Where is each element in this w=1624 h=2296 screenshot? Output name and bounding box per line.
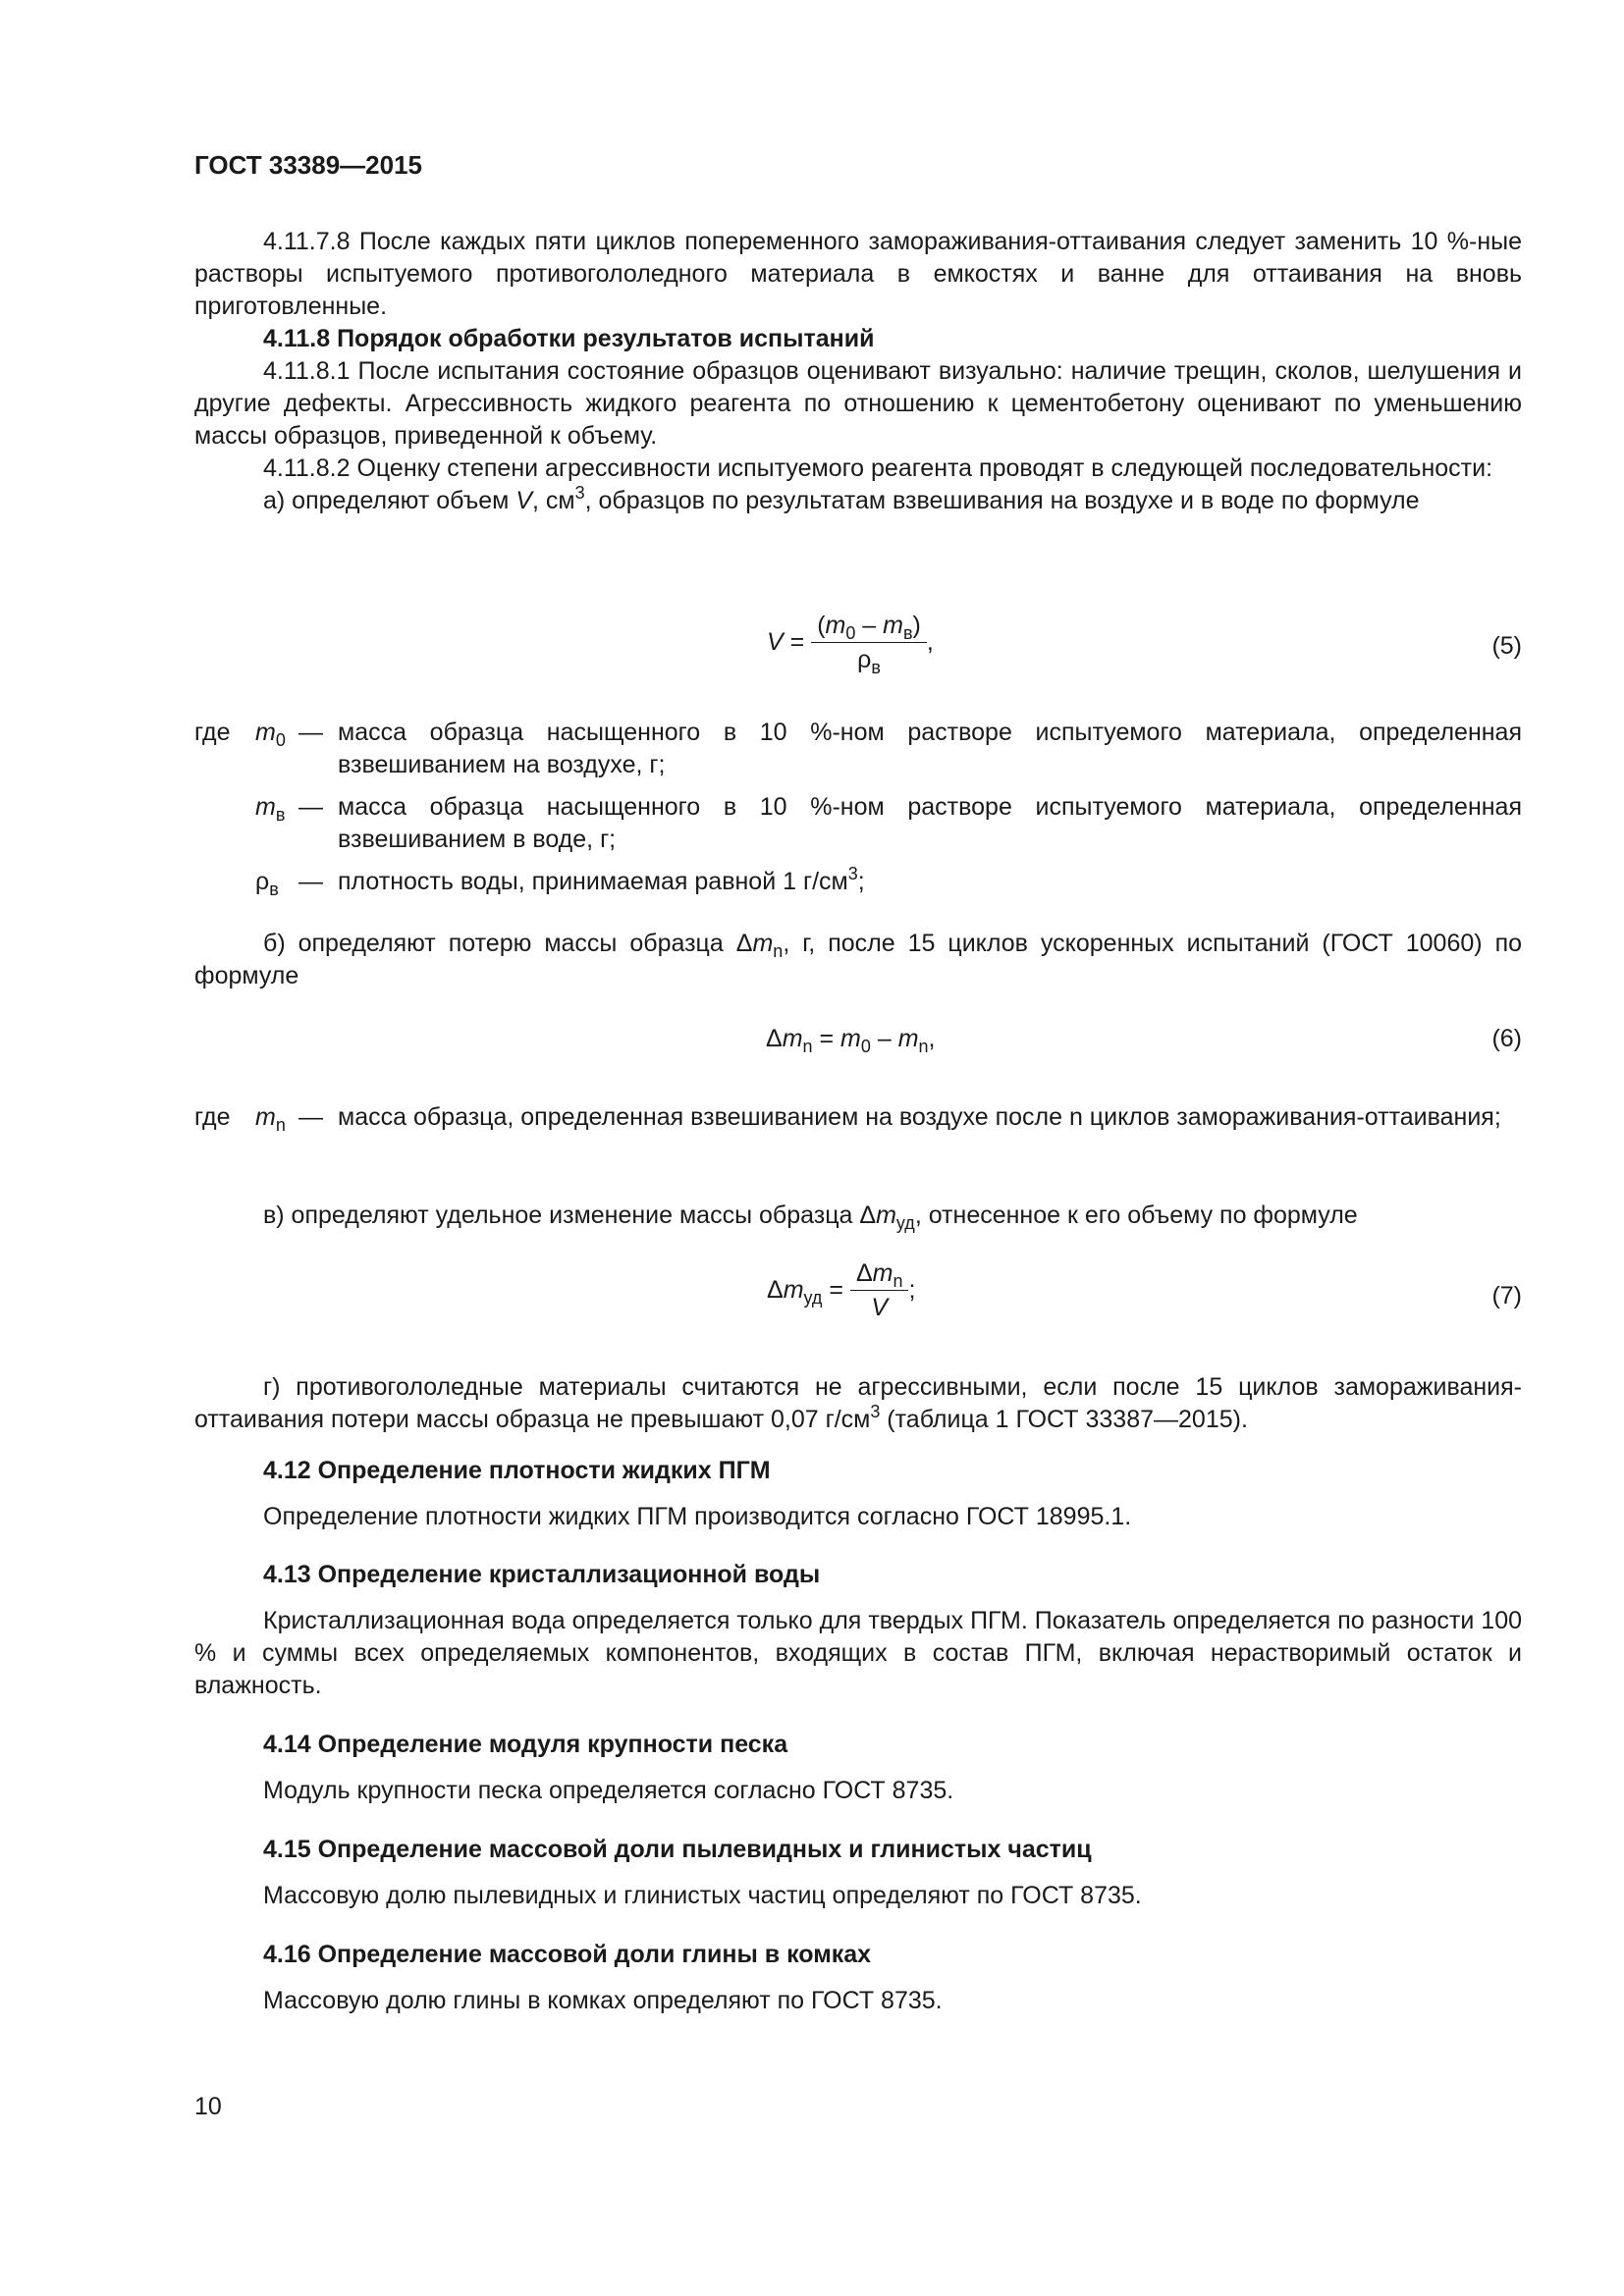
where-block-6: [194, 1101, 1522, 1144]
formula-7-number: (7): [1491, 1282, 1522, 1309]
heading-4-13: 4.13 Определение кристаллизационной воды: [263, 1561, 821, 1588]
body-block-g: [194, 1371, 1522, 1436]
item-a-sup: 3: [574, 483, 585, 503]
item-a: [194, 485, 1522, 517]
section-4-13: [194, 1559, 1522, 1702]
where-6-dash: —: [298, 1103, 323, 1131]
formula-6-expression: $\Delta m_n = m_0 - m_n$,: [766, 1025, 936, 1056]
document-header: ГОСТ 33389—2015: [194, 150, 422, 180]
formula-5-denominator: $\rho_в$: [857, 646, 881, 677]
where-5-sym-m0: $m_0$: [255, 719, 286, 750]
text-4-14: Модуль крупности песка определяется согласно ГОСТ 8735.: [263, 1777, 954, 1804]
formula-5-lhs: V =: [767, 628, 805, 656]
where-6-text: масса образца, определенная взвешиванием на воздухе после n циклов замораживания-оттаивания;: [338, 1103, 1501, 1131]
heading-4-16: 4.16 Определение массовой доли глины в комках: [263, 1941, 872, 1968]
formula-5-numerator: $(m_0 - m_в)$: [811, 611, 927, 643]
formula-6-number: (6): [1491, 1025, 1522, 1052]
item-b-text-2: , г, после 15 циклов ускоренных испытаний (ГОСТ 10060) по формуле: [194, 930, 1523, 989]
text-4-16: Массовую долю глины в комках определяют по ГОСТ 8735.: [263, 1987, 943, 2014]
text-4-12: Определение плотности жидких ПГМ производится согласно ГОСТ 18995.1.: [263, 1503, 1132, 1530]
item-b-text-1: б) определяют потерю массы образца: [263, 930, 736, 957]
formula-6: [194, 1023, 1522, 1062]
formula-5-number: (5): [1491, 632, 1522, 660]
text-4-15: Массовую долю пылевидных и глинистых частиц определяют по ГОСТ 8735.: [263, 1882, 1142, 1909]
item-a-text-3: , образцов по результатам взвешивания на воздухе и в воде по формуле: [584, 487, 1420, 514]
item-a-var: V: [515, 487, 532, 514]
formula-7-fraction: [850, 1258, 909, 1322]
heading-4-12: 4.12 Определение плотности жидких ПГМ: [263, 1457, 771, 1484]
page-number: 10: [194, 2093, 222, 2120]
section-4-15: [194, 1834, 1522, 1912]
formula-5: [194, 611, 1522, 689]
section-4-16: [194, 1939, 1522, 2017]
formula-5-expression: [767, 611, 934, 677]
text-4-13: Кристаллизационная вода определяется только для твердых ПГМ. Показатель определяется по разности 100 % и суммы всех определяемых компонентов, входящих в состав ПГМ, включая нерастворимый остаток и влажность.: [194, 1607, 1522, 1699]
where-6-sym-mn: $m_n$: [255, 1103, 286, 1135]
where-6-row-mn: [194, 1101, 1522, 1134]
where-5-sym-mv: $m_в$: [255, 793, 286, 825]
item-v-text-1: в) определяют удельное изменение массы образца: [263, 1201, 860, 1229]
formula-7-expression: [767, 1258, 915, 1322]
body-block-b: [194, 928, 1522, 992]
item-v: в) определяют удельное изменение массы образца $\Delta m_{уд}$, отнесенное к его объему по формуле: [263, 1201, 1358, 1233]
item-a-text-2: , см: [532, 487, 575, 514]
body-block-1: [194, 226, 1522, 517]
where-5-sym-rho: $\rho_в$: [255, 868, 279, 899]
heading-4-11-8: 4.11.8 Порядок обработки результатов испытаний: [263, 325, 875, 352]
formula-7-numerator: $\Delta m_n$: [850, 1258, 909, 1291]
formula-7-denominator: V: [871, 1294, 889, 1321]
item-a-text-1: а) определяют объем: [263, 487, 516, 514]
where-5-text-mv: масса образца насыщенного в 10 %-ном растворе испытуемого материала, определенная взвешиванием в воде, г;: [338, 793, 1522, 853]
paragraph-4-11-7-8: 4.11.7.8 После каждых пяти циклов попеременного замораживания-оттаивания следует заменить 10 %-ные растворы испытуемого противогололедного материала в емкостях и ванне для оттаивания на вновь приготовленные.: [194, 228, 1522, 320]
where-5-dash-m0: —: [298, 719, 323, 746]
section-4-14: [194, 1729, 1522, 1807]
formula-7: [194, 1258, 1522, 1337]
paragraph-4-11-8-1: 4.11.8.1 После испытания состояние образцов оценивают визуально: наличие трещин, сколов, шелушения и другие дефекты. Агрессивность жидкого реагента по отношению к цементобетону оценивают по уменьшению массы образцов, приведенной к объему.: [194, 357, 1522, 450]
where-5-row-rho: [194, 866, 1522, 898]
item-g: г) противогололедные материалы считаются не агрессивными, если после 15 циклов замораживания-оттаивания потери массы образца не превышают 0,07 $г/см^3$ (таблица 1 ГОСТ 33387—2015).: [194, 1373, 1522, 1433]
body-block-v: [194, 1200, 1522, 1232]
where-label-6: где: [194, 1103, 231, 1131]
item-v-text-2: , отнесенное к его объему по формуле: [914, 1201, 1358, 1229]
heading-4-14: 4.14 Определение модуля крупности песка: [263, 1731, 788, 1758]
formula-7-tail: ;: [908, 1276, 916, 1304]
heading-4-15: 4.15 Определение массовой доли пылевидных и глинистых частиц: [263, 1836, 1092, 1863]
where-5-dash-mv: —: [298, 793, 323, 821]
item-b: б) определяют потерю массы образца $\Delta m_n$, г, после 15 циклов ускоренных испытаний (ГОСТ 10060) по формуле: [194, 930, 1523, 989]
where-5-row-m0: [194, 717, 1522, 781]
formula-7-lhs: $\Delta m_{уд}$ =: [767, 1276, 843, 1308]
formula-5-fraction: [811, 611, 927, 677]
where-5-text-rho: плотность воды, принимаемая равной 1 $г/см^3$;: [338, 864, 865, 895]
where-label: где: [194, 719, 231, 746]
where-5-row-mv: [194, 791, 1522, 856]
section-4-12: [194, 1455, 1522, 1533]
where-5-text-m0: масса образца насыщенного в 10 %-ном растворе испытуемого материала, определенная взвешиванием на воздухе, г;: [338, 719, 1522, 778]
where-block-5: [194, 717, 1522, 908]
formula-5-tail: ,: [926, 628, 934, 656]
paragraph-4-11-8-2: 4.11.8.2 Оценку степени агрессивности испытуемого реагента проводят в следующей последовательности:: [263, 454, 1493, 482]
where-5-dash-rho: —: [298, 868, 323, 895]
